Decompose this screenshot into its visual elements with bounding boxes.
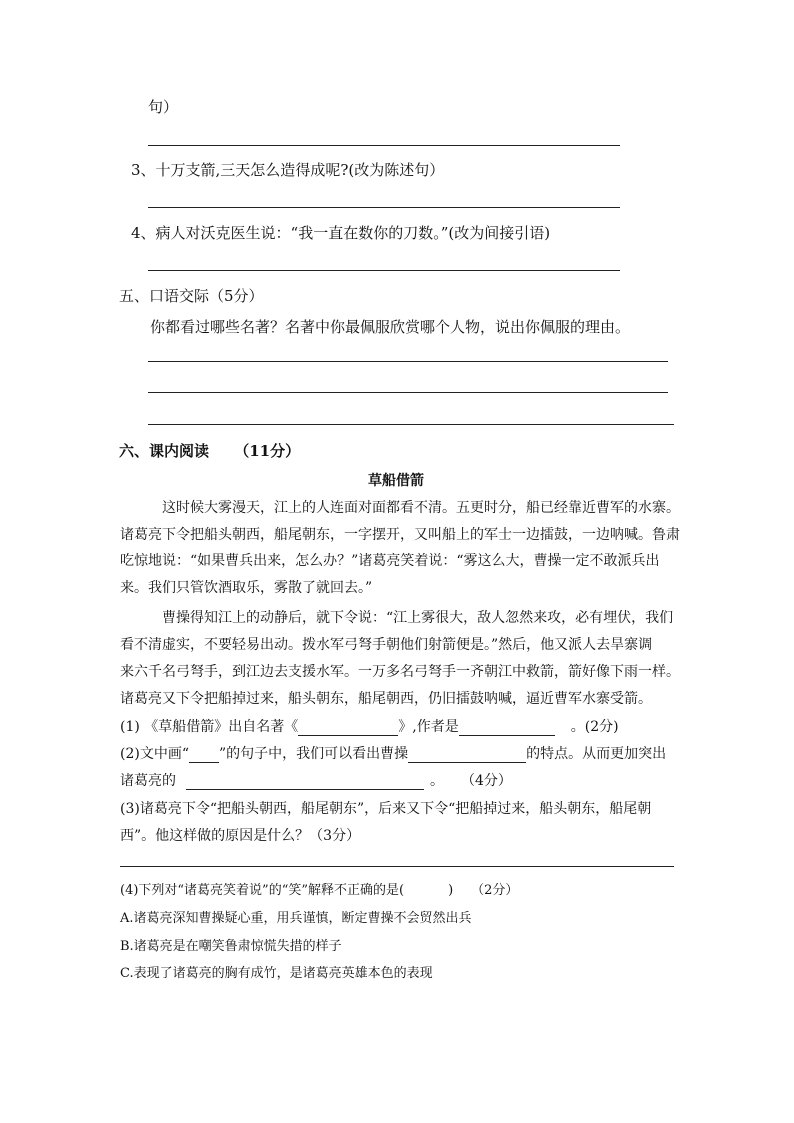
section-6-score: （11分） bbox=[234, 442, 301, 460]
question-2 bbox=[120, 743, 666, 763]
section-5-prompt: 你都看过哪些名著？名著中你最佩服欣赏哪个人物，说出你佩服的理由。 bbox=[150, 318, 631, 336]
answer-line[interactable] bbox=[148, 270, 620, 271]
question-2-text: 。 bbox=[430, 773, 444, 789]
passage-line: 来。我们只管饮酒取乐，雾散了就回去。” bbox=[120, 580, 373, 596]
question-4-stem: (4)下列对“诸葛亮笑着说”的“笑”解释不正确的是( bbox=[120, 883, 405, 898]
passage-line: 看不清虚实，不要轻易出动。拨水军弓弩手朝他们射箭便是。”然后，他又派人去旱寨调 bbox=[120, 637, 653, 653]
option-b[interactable]: B.诸葛亮是在嘲笑鲁肃惊慌失措的样子 bbox=[120, 939, 342, 954]
question-1 bbox=[120, 716, 619, 736]
underline-sample bbox=[189, 746, 219, 763]
option-c[interactable]: C.表现了诸葛亮的胸有成竹，是诸葛亮英雄本色的表现 bbox=[120, 966, 433, 981]
passage-line: 诸葛亮又下令把船掉过来，船头朝东，船尾朝西，仍旧擂鼓呐喊，逼近曹军水寨受箭。 bbox=[120, 691, 652, 707]
question-4: 4、病人对沃克医生说：“我一直在数你的刀数。”(改为间接引语) bbox=[131, 224, 551, 242]
passage-line: 这时候大雾漫天，江上的人连面对面都看不清。五更时分，船已经靠近曹军的水寨。 bbox=[162, 500, 680, 516]
section-5-title: 五、口语交际（5分） bbox=[119, 287, 264, 305]
blank-cao-trait[interactable] bbox=[408, 746, 526, 763]
answer-line[interactable] bbox=[148, 145, 620, 146]
answer-line[interactable] bbox=[148, 361, 668, 362]
section-6-title-text: 六、课内阅读 bbox=[119, 442, 210, 460]
passage-line: 来六千名弓弩手，到江边去支援水军。一万多名弓弩手一齐朝江中救箭，箭好像下雨一样。 bbox=[120, 664, 680, 680]
question-2-text: (2)文中画“ bbox=[120, 746, 189, 762]
question-fragment: 句） bbox=[148, 98, 179, 116]
section-6-title bbox=[119, 440, 300, 461]
blank-book-name[interactable] bbox=[298, 719, 398, 736]
question-4-paren: ) bbox=[448, 883, 454, 898]
blank-zhuge-trait[interactable] bbox=[186, 773, 424, 790]
question-2-text: ”的句子中，我们可以看出曹操 bbox=[219, 746, 409, 762]
question-2-score: （4分） bbox=[468, 773, 512, 789]
question-1-text: 》,作者是 bbox=[398, 719, 459, 735]
answer-line[interactable] bbox=[148, 392, 668, 393]
question-3-line: (3)诸葛亮下令“把船头朝西，船尾朝东”，后来又下令“把船掉过来，船头朝东，船尾朝 bbox=[120, 801, 652, 817]
question-4 bbox=[120, 879, 518, 898]
passage-line: 吃惊地说：“如果曹兵出来，怎么办？”诸葛亮笑着说：“雾这么大，曹操一定不敢派兵出 bbox=[120, 553, 660, 569]
question-3: 3、十万支箭,三天怎么造得成呢?(改为陈述句） bbox=[131, 161, 445, 179]
answer-line[interactable] bbox=[148, 207, 620, 208]
question-1-score: 。(2分) bbox=[570, 719, 619, 735]
option-a[interactable]: A.诸葛亮深知曹操疑心重，用兵谨慎，断定曹操不会贸然出兵 bbox=[120, 911, 472, 926]
question-3-line: 西”。他这样做的原因是什么？（3分） bbox=[120, 828, 361, 844]
answer-line[interactable] bbox=[120, 866, 674, 867]
answer-line[interactable] bbox=[148, 424, 674, 425]
blank-author[interactable] bbox=[459, 719, 555, 736]
question-2-text: 诸葛亮的 bbox=[120, 773, 176, 789]
question-4-score: （2分） bbox=[471, 883, 519, 898]
question-1-text: (1) 《草船借箭》出自名著《 bbox=[120, 719, 299, 735]
passage-title: 草船借箭 bbox=[368, 473, 424, 489]
question-2-cont bbox=[120, 770, 512, 790]
passage-line: 诸葛亮下令把船头朝西，船尾朝东，一字摆开，又叫船上的军士一边擂鼓，一边呐喊。鲁肃 bbox=[120, 527, 680, 543]
passage-line: 曹操得知江上的动静后，就下令说：“江上雾很大，敌人忽然来攻，必有埋伏，我们 bbox=[162, 610, 674, 626]
question-2-text: 的特点。从而更加突出 bbox=[526, 746, 667, 762]
